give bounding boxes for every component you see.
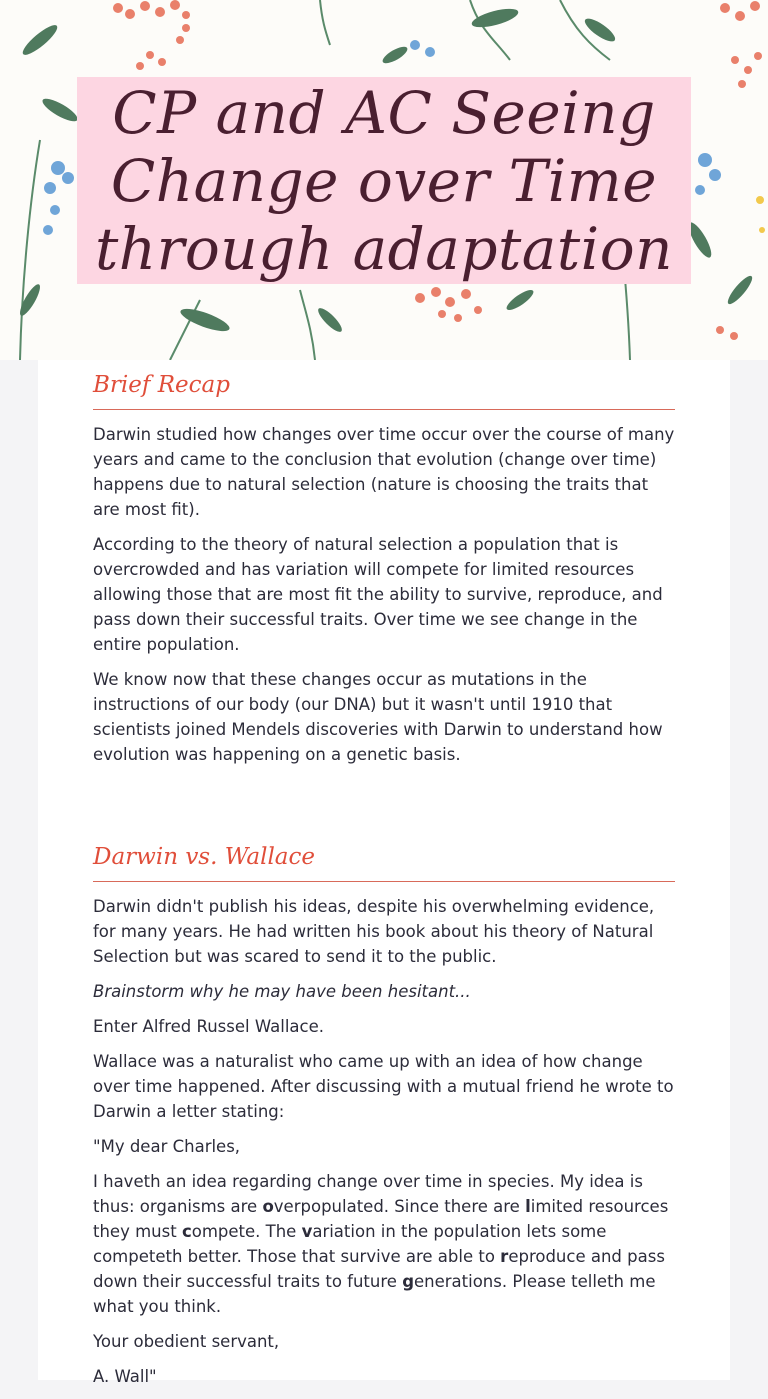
paragraph: Darwin didn't publish his ideas, despite his overwhelming evidence, for many years. He had written his book about his theory of Natural Selection but was scared to send it to the public. <box>93 897 655 966</box>
content-card <box>38 360 730 1386</box>
letter-signature: A. Wall" <box>93 1367 157 1386</box>
paragraph: Darwin studied how changes over time occur over the course of many years and came to the conclusion that evolution (change over time) happens due to natural selection (nature is choosing the traits that are most fit). <box>93 425 675 519</box>
paragraph: We know now that these changes occur as mutations in the instructions of our body (our DNA) but it wasn't until 1910 that scientists joined Mendels discoveries with Darwin to understand how evolution was happening on a genetic basis. <box>93 670 663 764</box>
brainstorm-prompt: Brainstorm why he may have been hesitant... <box>93 982 471 1001</box>
section-divider <box>93 409 675 410</box>
letter-greeting: "My dear Charles, <box>93 1137 241 1156</box>
paragraph: Wallace was a naturalist who came up with an idea of how change over time happened. After discussing with a mutual friend he wrote to Darwin a letter stating: <box>93 1052 674 1121</box>
paragraph: Enter Alfred Russel Wallace. <box>93 1017 324 1036</box>
page-title: CP and AC Seeing Change over Time through adaptation <box>94 78 673 283</box>
title-box <box>77 77 691 284</box>
section-brief-recap <box>93 370 675 777</box>
header-banner <box>0 0 768 360</box>
letter-body: I haveth an idea regarding change over time in species. My idea is thus: organisms are overpopulated. Since there are limited resources they must compete. The variation in the population lets some competeth better. Those that survive are able to reproduce and pass down their successful traits to future generations. Please telleth me what you think. <box>93 1172 669 1316</box>
letter-closing: Your obedient servant, <box>93 1332 280 1351</box>
paragraph: According to the theory of natural selection a population that is overcrowded and has variation will compete for limited resources allowing those that are most fit the ability to survive, reproduce, and pass down their successful traits. Over time we see change in the entire population. <box>93 535 663 654</box>
section-darwin-vs-wallace <box>93 842 675 1399</box>
section-heading: Darwin vs. Wallace <box>93 844 316 870</box>
section-heading: Brief Recap <box>93 372 230 398</box>
section-divider <box>93 881 675 882</box>
